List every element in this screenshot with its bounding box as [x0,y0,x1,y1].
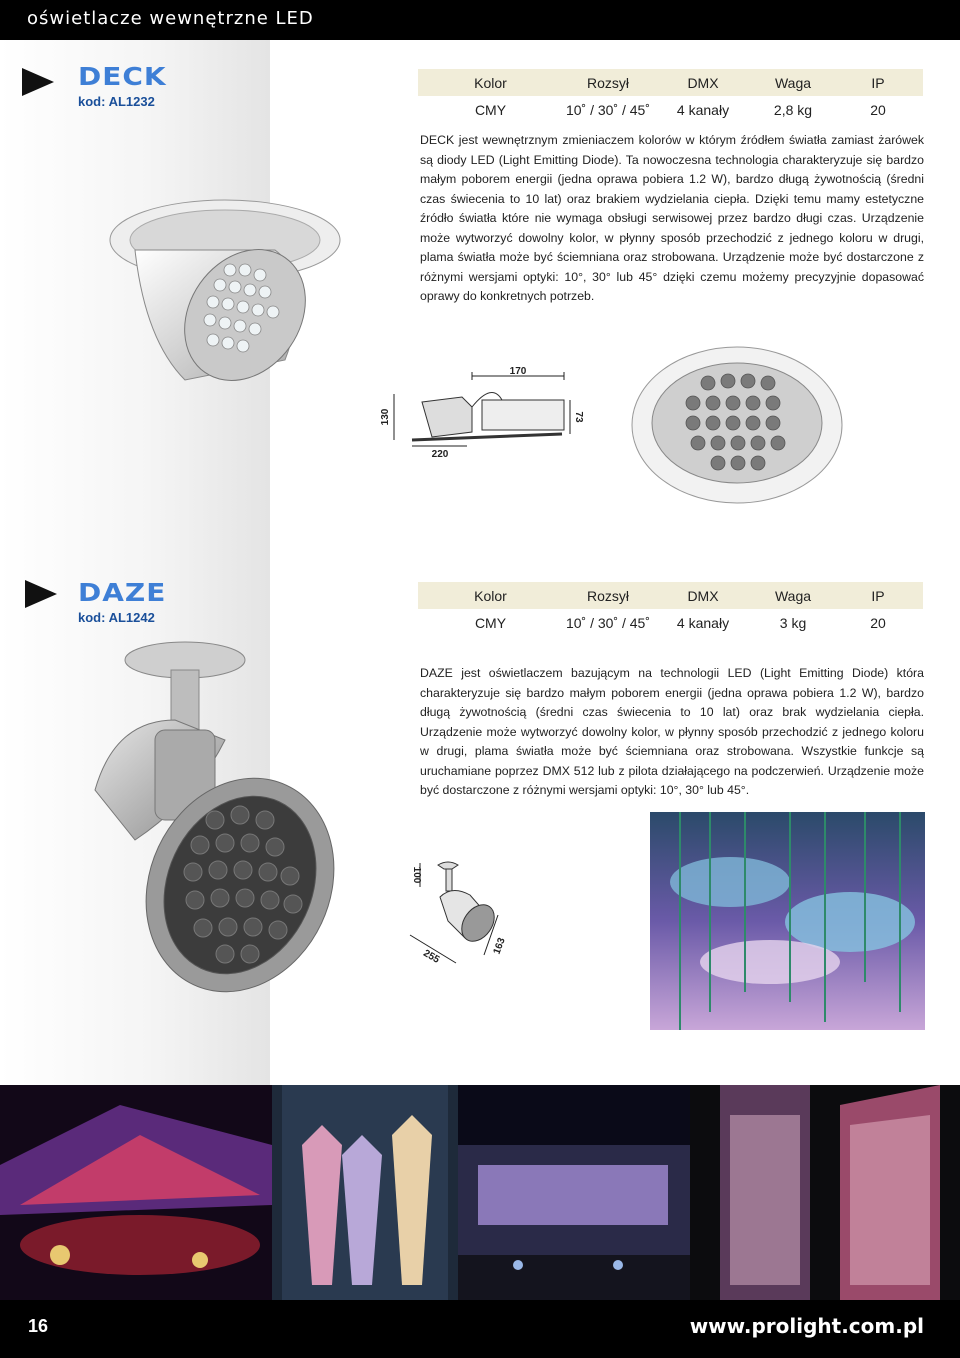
footer-url[interactable]: www.prolight.com.pl [689,1314,924,1338]
dim-length: 255 [421,947,442,966]
product-code-daze: kod: AL1242 [78,610,155,625]
dim-height: 130 [380,408,391,426]
deck-technical-drawing [372,362,582,462]
spec-rozsyl: 10˚ / 30˚ / 45˚ [565,615,651,631]
spec-dmx: 4 kanały [676,102,730,118]
spec-table-daze [418,582,923,637]
spec-header-dmx: DMX [687,74,719,91]
deck-product-photo [95,190,335,400]
product-name-daze: DAZE [78,577,167,608]
spec-ip: 20 [870,615,886,631]
dim-length: 220 [431,449,449,460]
arrow-right-icon [22,68,54,96]
spec-header-rozsyl: Rozsył [586,74,629,91]
building-facade-photo [458,1085,690,1300]
spec-dmx: 4 kanały [676,615,730,631]
spec-rozsyl: 10˚ / 30˚ / 45˚ [565,102,651,118]
spec-kolor: CMY [474,102,507,118]
tent-lighting-photo [0,1085,272,1300]
spec-waga: 3 kg [779,615,807,631]
dim-height: 100 [411,866,422,884]
product-description-deck: DECK jest wewnętrznym zmieniaczem kolorów w którym źródłem światła zamiast żarówek są diody LED (Light Emitting Diode). Ta nowoczesna technologia charakteryzuje się bardzo małym poborem energii (jedna oprawa pobiera 1.2 W), bardzo długą żywotnością (średni czas świecenia to 10 lat) oraz brakiem wydzielania ciepła. Dzięki temu mamy estetyczne źródło światła które nie wymaga obsługi serwisowej przez bardzo długi czas. Urządzenie może wytworzyć dowolny kolor, w płynny sposób przechodzić z jednego koloru w drugi, plama światła może być ściemniana oraz strobowana. Urządzenie może być dostarczone z różnymi wersjami optyki: 10°, 30° lub 45° dzięki czemu możemy precyzyjnie dopasować oprawy do konkretnych potrzeb. [420,133,924,303]
spec-header-waga: Waga [774,74,812,91]
dim-width: 170 [509,366,527,377]
daze-installation-photo [650,812,925,1030]
spec-header-ip: IP [871,74,885,91]
daze-product-photo [75,640,335,1020]
spec-header-kolor: Kolor [474,587,507,604]
product-code-deck: kod: AL1232 [78,94,155,109]
arrow-right-icon [25,580,57,608]
page-footer [0,1300,960,1358]
spec-ip: 20 [870,102,886,118]
glass-wall-photo [690,1085,960,1300]
spec-header-rozsyl: Rozsył [586,587,629,604]
spec-header-ip: IP [871,587,885,604]
dim-depth: 73 [573,411,584,423]
spec-header-row [418,582,923,609]
section-title: oświetlacze wewnętrzne LED [27,8,314,29]
daze-technical-drawing [400,855,525,975]
spec-value-row [418,96,923,124]
spec-header-row [418,69,923,96]
spec-header-kolor: Kolor [474,74,507,91]
page-number: 16 [28,1316,49,1336]
spec-header-waga: Waga [774,587,812,604]
product-description-daze: DAZE jest oświetlaczem bazującym na technologii LED (Light Emitting Diode) która charakteryzuje się bardzo małym poborem energii (jedna oprawa pobiera 1.2 W), bardzo długą żywotnością (średni czas świecenia to 10 lat) oraz brak wydzielania ciepła. Urządzenie może wytworzyć dowolny kolor, w płynny sposób przechodzić z jednego koloru w drugi, plama światła może być ściemniana oraz strobowana. Wszystkie funkcje są uruchamiane poprzez DMX 512 lub z pilota działającego na podczerwień. Urządzenie może być dostarczone z różnymi wersjami optyki: 10°, 30° lub 45°. [420,666,924,797]
product-name-deck: DECK [78,61,167,92]
dim-depth: 163 [491,936,508,956]
spec-value-row [418,609,923,637]
shop-window-photo [272,1085,458,1300]
spec-kolor: CMY [474,615,507,631]
spec-waga: 2,8 kg [773,102,813,118]
spec-header-dmx: DMX [687,587,719,604]
deck-front-photo [630,345,845,505]
page-header [0,0,960,40]
spec-table-deck [418,69,923,124]
